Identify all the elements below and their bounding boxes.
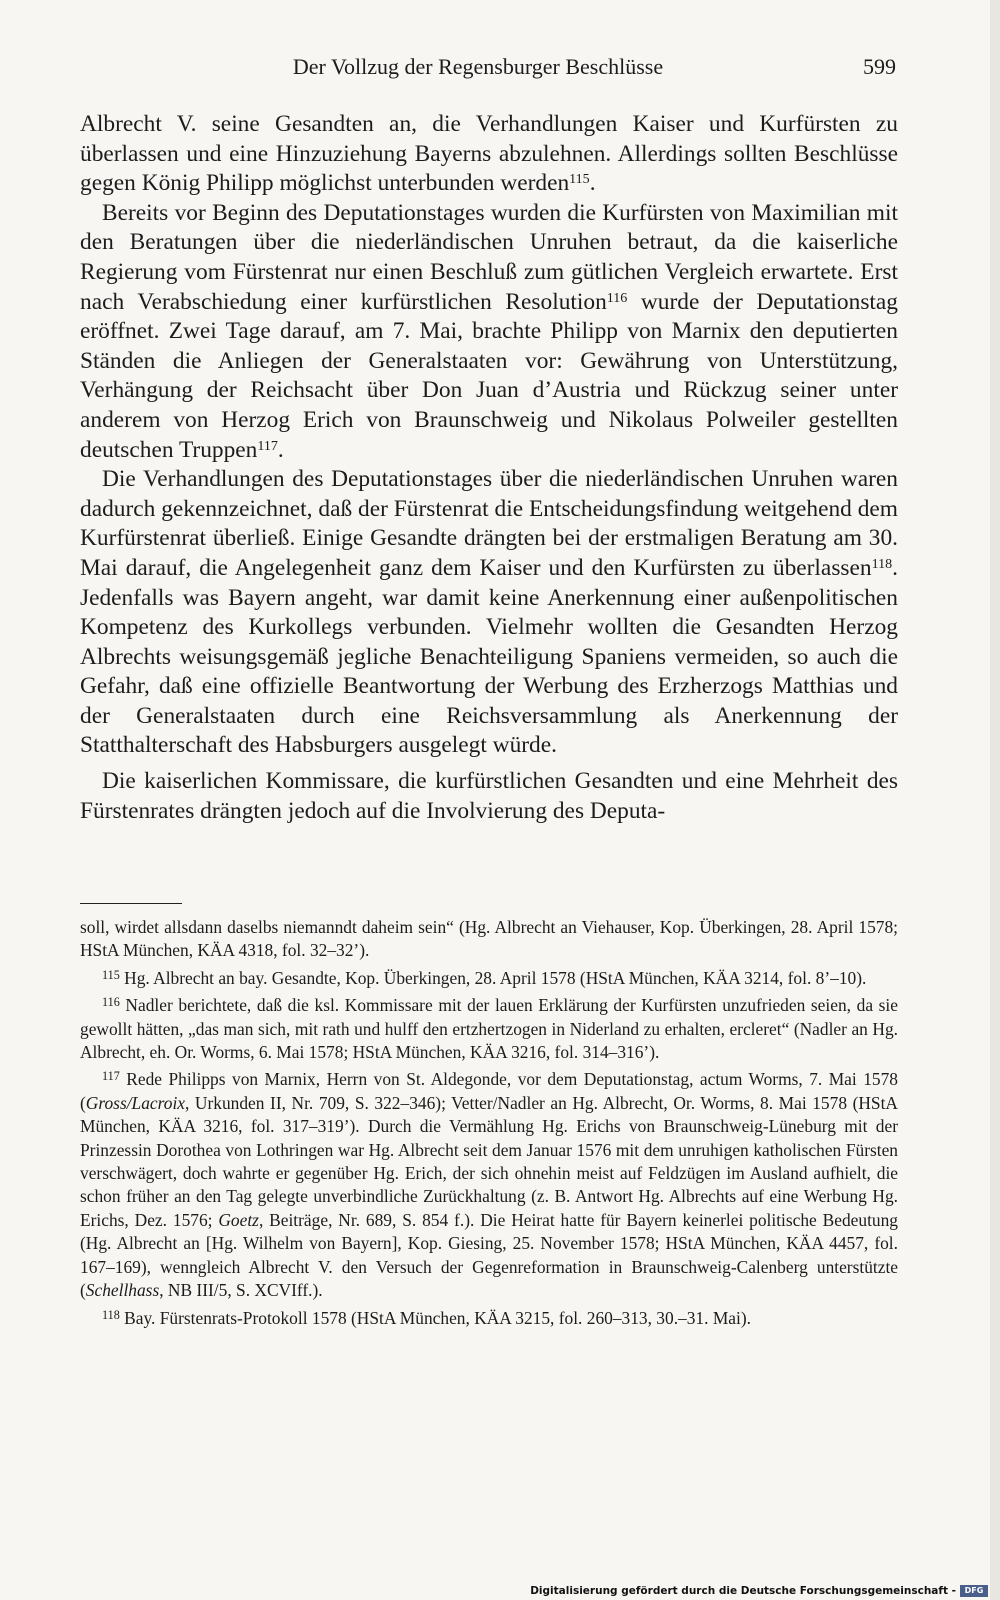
footnote-rule — [80, 903, 182, 904]
footnote-citation-italic: Goetz — [218, 1209, 259, 1230]
dfg-logo: DFG — [960, 1585, 988, 1597]
main-text — [80, 110, 898, 826]
footnote-number: 116 — [102, 995, 120, 1010]
digitization-note: Digitalisierung gefördert durch die Deutsche Forschungsgemeinschaft - — [530, 1585, 956, 1597]
footnote-ref-116: 116 — [606, 289, 628, 306]
running-head — [78, 52, 896, 82]
paragraph-2 — [80, 199, 898, 465]
paragraph-3 — [80, 465, 898, 761]
footnote-text: , NB III/5, S. XCVIff.). — [159, 1280, 323, 1301]
footnote-text: Rede Philipps von Marnix, Herrn von St. Aldegonde, vor dem Deputationstag, actum Worms, 7. Mai 1578 ( — [80, 1069, 898, 1113]
footnote-number: 118 — [102, 1307, 120, 1322]
paragraph-1 — [80, 110, 898, 199]
paragraph-3-text-a: Die Verhandlungen des Deputationstages über die niederländischen Unruhen waren dadurch gekennzeichnet, daß der Fürstenrat die Entscheidungsfindung weitgehend dem Kurfürstenrat überließ. Einige Gesandte drängten bei der erstmaligen Beratung am 30. Mai darauf, die Angelegenheit ganz dem Kaiser und den Kurfürsten zu überlassen — [80, 466, 898, 581]
footnote-text: , Urkunden II, Nr. 709, S. 322–346); Vetter/Nadler an Hg. Albrecht, Or. Worms, 8. Mai 1578 (HStA München, KÄA 3216, fol. 317–319’). Durch die Vermählung Hg. Erichs von Braunschweig-Lüneburg mit der Prinzessin Dorothea von Lothringen war Hg. Albrecht seit dem Januar 1576 mit dem unruhigen katholischen Fürsten verschwägert, doch wahrte er gegenüber Hg. Erich, der sich ohnehin meist auf Feldzügen im Ausland aufhielt, die schon früher an den Tag gelegte unverbindliche Zurückhaltung (z. B. Antwort Hg. Albrechts auf eine Werbung Hg. Erichs, Dez. 1576; — [80, 1092, 898, 1230]
footnote-number: 117 — [102, 1069, 120, 1084]
footnote-ref-118: 118 — [871, 555, 893, 572]
footnote-citation-italic: Gross/Lacroix — [85, 1092, 185, 1113]
paragraph-2-text-a: Bereits vor Beginn des Deputationstages wurden die Kurfürsten von Maximilian mit den Beratungen über die niederländischen Unruhen betraut, da die kaiserliche Regierung vom Fürstenrat nur einen Beschluß zum gütlichen Vergleich erwartete. Erst nach Verabschiedung einer kurfürstlichen Resolution — [80, 199, 898, 315]
footnote-text: , Beiträge, Nr. 689, S. 854 f.). Die Heirat hatte für Bayern keinerlei politische Bedeutung (Hg. Albrecht an [Hg. Wilhelm von Bayern], Kop. Giesing, 25. November 1578; HStA München, KÄA 4457, fol. 167–169), wenngleich Albrecht V. den Versuch der Gegenreformation in Braunschweig-Calenberg unterstützte ( — [80, 1209, 898, 1301]
paragraph-2-end: . — [277, 436, 284, 463]
footnote-text: Nadler berichtete, daß die ksl. Kommissare mit der lauen Erklärung der Kurfürsten unzufrieden seien, da sie gewollt hätten, „das man sich, mit rath und hulff den ertzhertzogen in Niderland zu erhalten, ercleret“ (Nadler an Hg. Albrecht, eh. Or. Worms, 6. Mai 1578; HStA München, KÄA 3216, fol. 314–316’). — [80, 995, 898, 1063]
footnote-text: Hg. Albrecht an bay. Gesandte, Kop. Überkingen, 28. April 1578 (HStA München, KÄA 3214, fol. 8’–10). — [119, 967, 867, 988]
footnote-number: 115 — [102, 967, 120, 982]
paragraph-1-text: Albrecht V. seine Gesandten an, die Verhandlungen Kaiser und Kurfürsten zu überlassen und eine Hinzuziehung Bayerns abzulehnen. Allerdings sollten Beschlüsse gegen König Philipp möglichst unterbunden werden — [80, 111, 898, 197]
paragraph-1-end: . — [589, 170, 596, 197]
paragraph-2-text-b: wurde der Deputationstag eröffnet. Zwei Tage darauf, am 7. Mai, brachte Philipp von Marnix den deputierten Ständen die Anliegen der Generalstaaten vor: Gewährung von Unterstützung, Verhängung der Reichsacht über Don Juan d’Austria und Rückzug seiner unter anderem von Herzog Erich von Braunschweig und Nikolaus Polweiler gestellten deutschen Truppen — [80, 288, 898, 463]
footnote-ref-117: 117 — [257, 437, 278, 454]
footnote-117 — [80, 1068, 898, 1302]
page-number: 599 — [863, 54, 896, 79]
footnote-continuation: soll, wirdet allsdann daselbs niemanndt daheim sein“ (Hg. Albrecht an Viehauser, Kop. Überkingen, 28. April 1578; HStA München, KÄA 4318, fol. 32–32’). — [80, 917, 898, 961]
paragraph-4: Die kaiserlichen Kommissare, die kurfürstlichen Gesandten und eine Mehrheit des Fürstenrates drängten jedoch auf die Involvierung des Deputa- — [80, 768, 898, 824]
footnote-citation-italic: Schellhass — [85, 1280, 160, 1301]
footnote-text: Bay. Fürstenrats-Protokoll 1578 (HStA München, KÄA 3215, fol. 260–313, 30.–31. Mai). — [119, 1307, 751, 1328]
footnote-115 — [80, 967, 898, 990]
footnote-118 — [80, 1307, 898, 1330]
page-edge — [990, 0, 1000, 1600]
paragraph-3-text-b: . Jedenfalls was Bayern angeht, war damit keine Anerkennung einer außenpolitischen Kompetenz des Kurkollegs verbunden. Vielmehr wollten die Gesandten Herzog Albrechts weisungsgemäß jegliche Benachteiligung Spaniens vermeiden, so auch die Gefahr, daß eine offizielle Beantwortung der Werbung des Erzherzogs Matthias und der Generalstaaten durch eine Reichsversammlung als Anerkennung der Statthalterschaft des Habsburgers ausgelegt würde. — [80, 554, 898, 759]
footnotes — [80, 916, 898, 1334]
footnote-ref-115: 115 — [569, 171, 590, 188]
running-head-title: Der Vollzug der Regensburger Beschlüsse — [292, 54, 664, 79]
footnote-116 — [80, 994, 898, 1064]
